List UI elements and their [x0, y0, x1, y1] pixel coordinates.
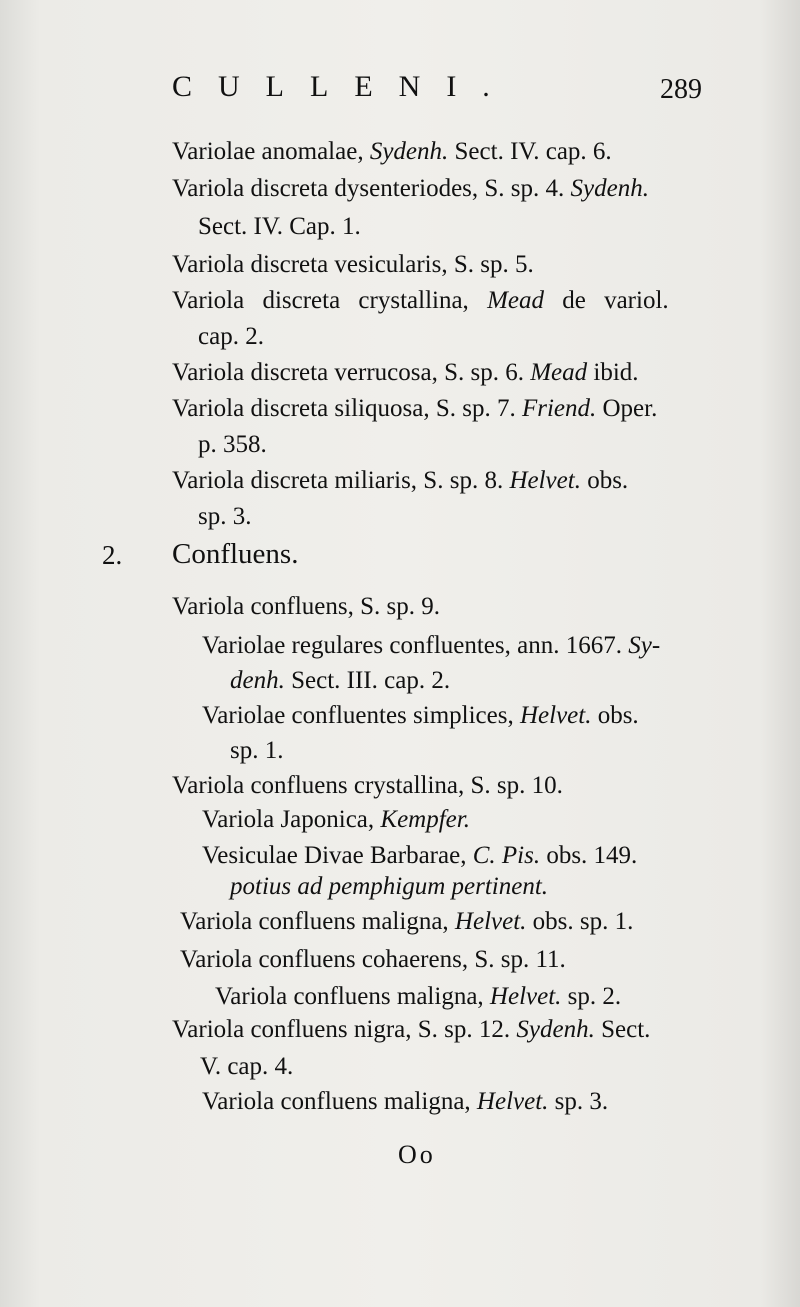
entry-line: Variola discreta dysenteriodes, S. sp. 4. Sydenh. — [172, 175, 649, 202]
signature-mark: Oo — [398, 1140, 436, 1169]
page-number: 289 — [660, 74, 702, 105]
entry-line: Variola discreta verrucosa, S. sp. 6. Mead ibid. — [172, 359, 639, 386]
entry-line: Variola confluens cohaerens, S. sp. 11. — [180, 946, 566, 973]
entry-line: Variola confluens maligna, Helvet. obs. sp. 1. — [180, 908, 634, 935]
entry-line: sp. 1. — [230, 737, 284, 764]
entry-line: Variola confluens crystallina, S. sp. 10. — [172, 772, 563, 799]
entry-line: Variolae regulares confluentes, ann. 1667. Sy- — [202, 632, 661, 659]
entry-line: denh. Sect. III. cap. 2. — [230, 667, 451, 694]
entry-line: Variola Japonica, Kempfer. — [202, 806, 470, 833]
entry-line: potius ad pemphigum pertinent. — [230, 873, 549, 900]
entry-line: cap. 2. — [198, 323, 264, 350]
entry-line: V. cap. 4. — [200, 1053, 294, 1080]
entry-line: Variola discreta miliaris, S. sp. 8. Helvet. obs. — [172, 467, 629, 494]
entry-line: Variola discreta crystallina, Mead de variol. — [172, 287, 669, 314]
entry-line: Variolae confluentes simplices, Helvet. obs. — [202, 702, 639, 729]
page-header — [172, 70, 732, 110]
entry-line: Variola discreta vesicularis, S. sp. 5. — [172, 251, 534, 278]
section-number: 2. — [102, 540, 123, 570]
section-title: Confluens. — [172, 538, 299, 570]
entry-line: Variolae anomalae, Sydenh. Sect. IV. cap. 6. — [172, 138, 612, 165]
entry-line: Variola discreta siliquosa, S. sp. 7. Friend. Oper. — [172, 395, 658, 422]
entry-line: Variola confluens maligna, Helvet. sp. 3. — [202, 1088, 609, 1115]
entry-line: Variola confluens nigra, S. sp. 12. Sydenh. Sect. — [172, 1016, 651, 1043]
entry-line: p. 358. — [198, 431, 267, 458]
running-title: CULLENI. — [172, 70, 516, 103]
entry-line: Sect. IV. Cap. 1. — [198, 213, 361, 240]
entry-line: sp. 3. — [198, 503, 252, 530]
entry-line: Vesiculae Divae Barbarae, C. Pis. obs. 149. — [202, 842, 638, 869]
entry-line: Variola confluens maligna, Helvet. sp. 2. — [215, 983, 622, 1010]
entry-line: Variola confluens, S. sp. 9. — [172, 593, 441, 620]
